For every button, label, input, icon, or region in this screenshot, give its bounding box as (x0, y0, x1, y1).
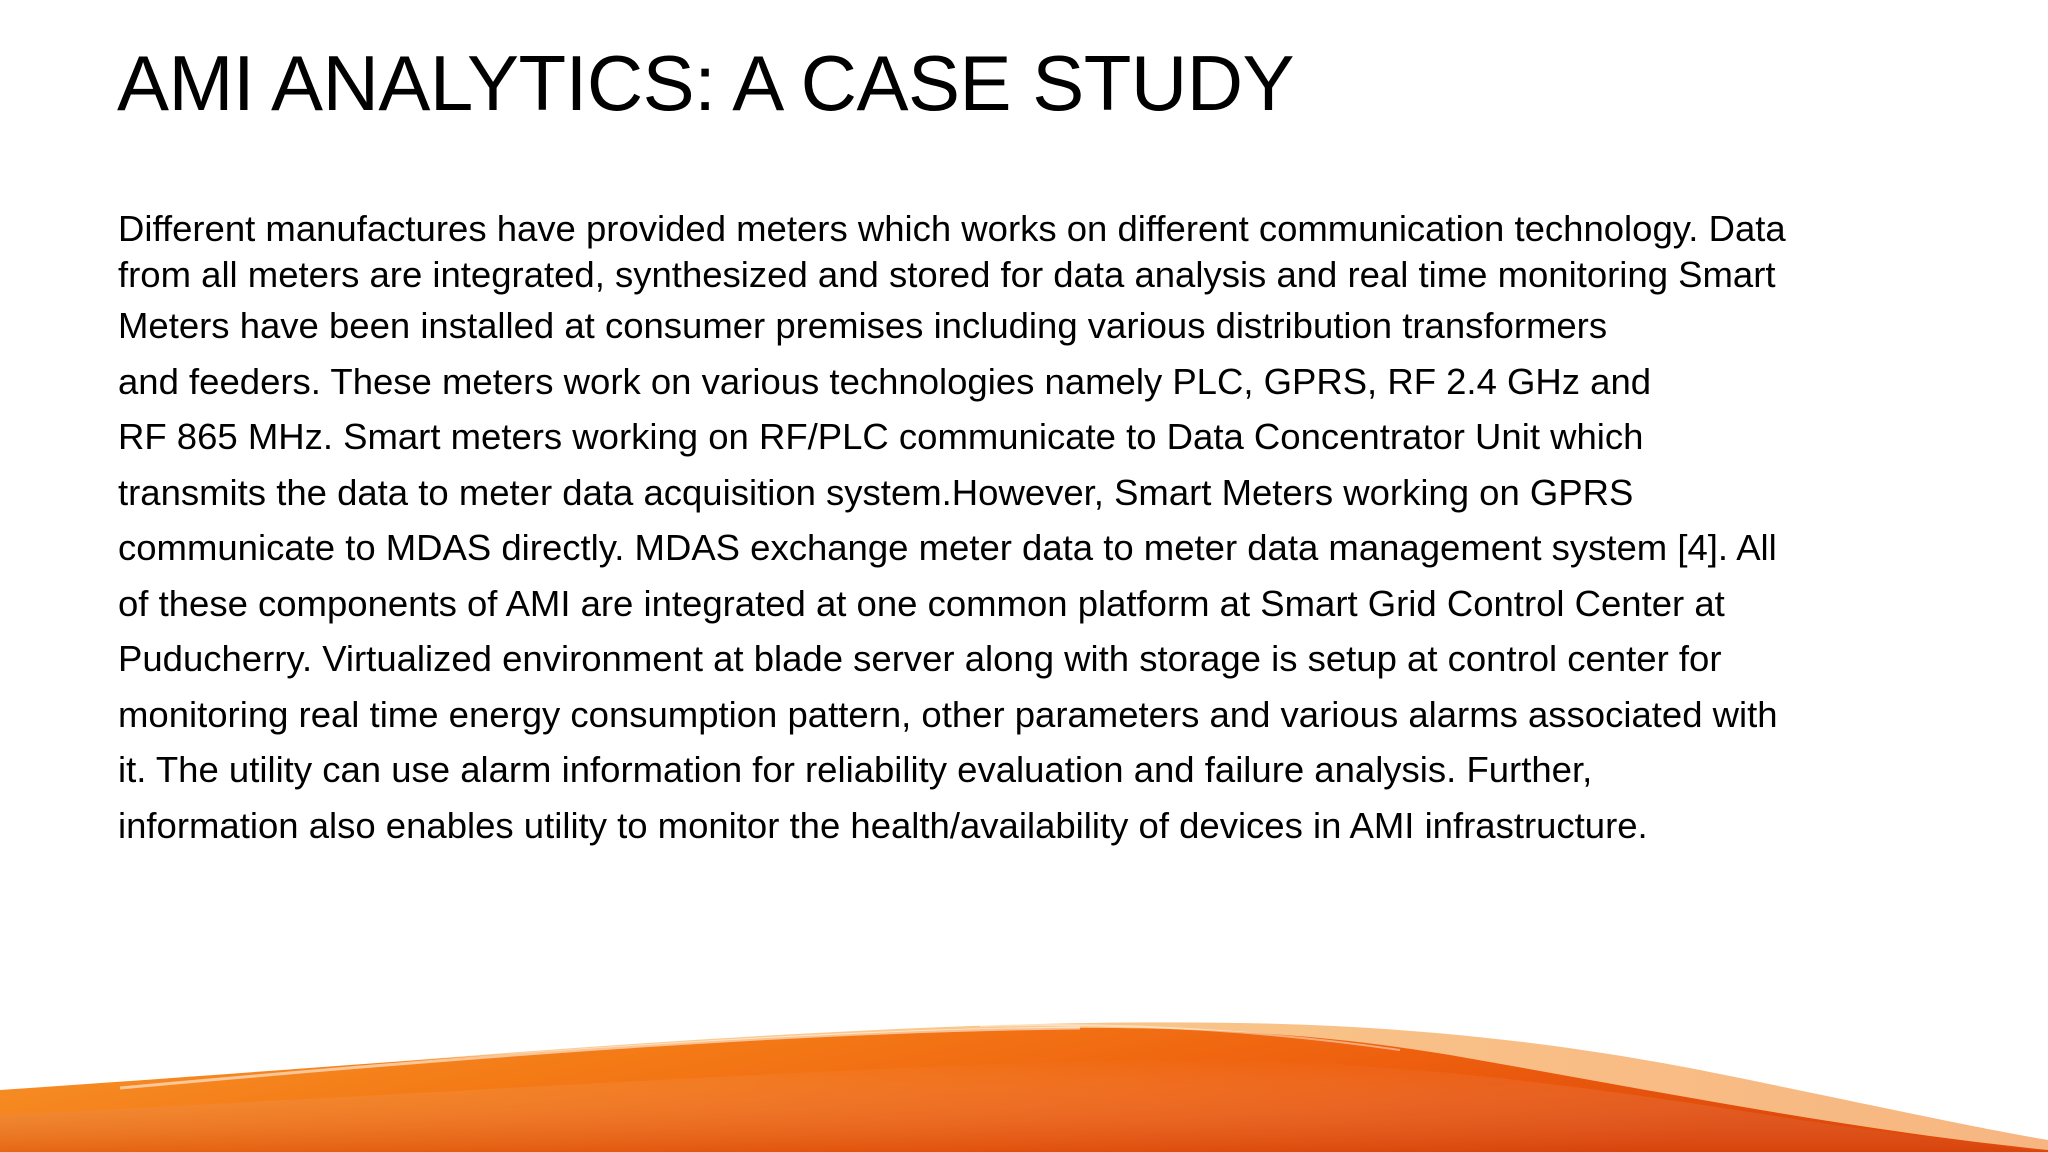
body-line: monitoring real time energy consumption pattern, other parameters and various alarms associated with (118, 693, 1778, 735)
body-line: Puducherry. Virtualized environment at blade server along with storage is setup at control center for (118, 638, 1722, 679)
body-line: communicate to MDAS directly. MDAS exchange meter data to meter data management system [4]. All (118, 527, 1777, 568)
slide-body-text (118, 206, 1978, 853)
body-line: it. The utility can use alarm information for reliability evaluation and failure analysis. Further, (118, 749, 1593, 790)
body-line: Meters have been installed at consumer premises including various distribution transformers (118, 305, 1608, 346)
body-line: and feeders. These meters work on various technologies namely PLC, GPRS, RF 2.4 GHz and (118, 360, 1652, 402)
body-line: transmits the data to meter data acquisition system.However, Smart Meters working on GPRS (118, 471, 1634, 513)
body-line: information also enables utility to monitor the health/availability of devices in AMI infrastructure. (118, 804, 1648, 846)
body-line: of these components of AMI are integrated at one common platform at Smart Grid Control Center at (118, 582, 1725, 624)
body-line: from all meters are integrated, synthesized and stored for data analysis and real time monitoring Smart (118, 254, 1776, 295)
body-line: RF 865 MHz. Smart meters working on RF/PLC communicate to Data Concentrator Unit which (118, 416, 1644, 457)
body-line: Different manufactures have provided meters which works on different communication technology. Data (118, 208, 1786, 249)
slide-title: AMI ANALYTICS: A CASE STUDY (117, 39, 1295, 127)
